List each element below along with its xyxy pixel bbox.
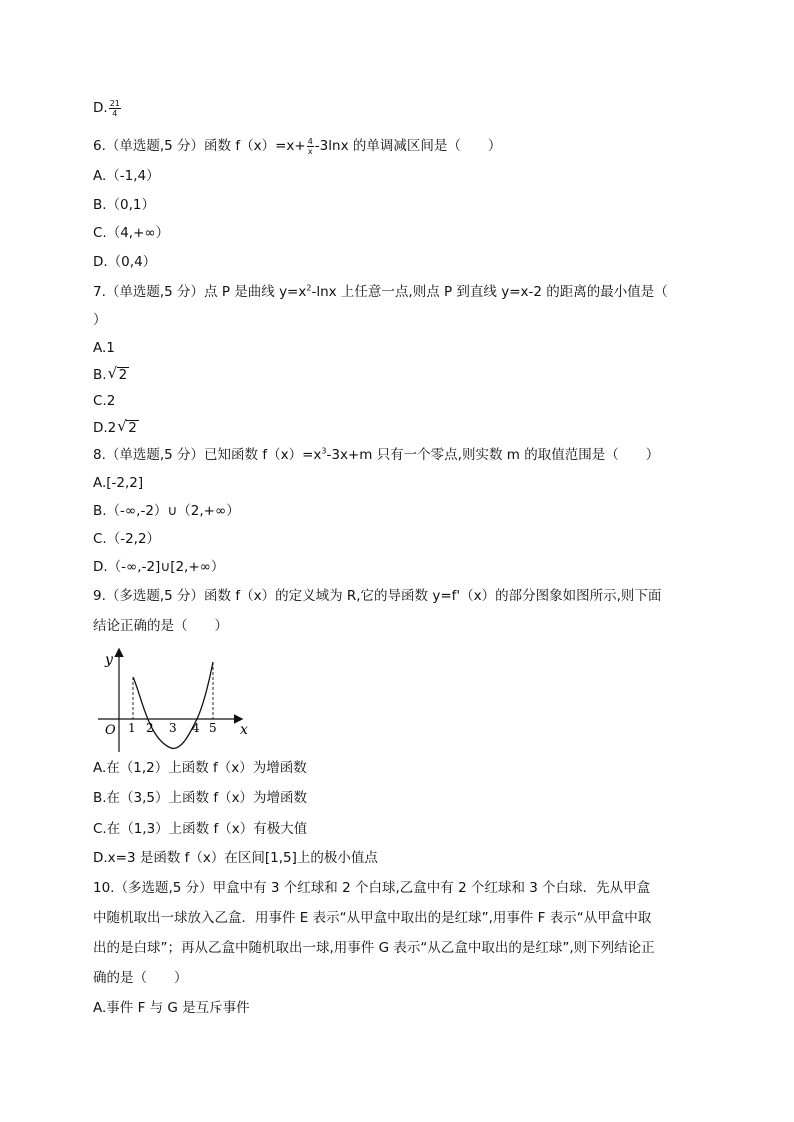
q5-option-d-fraction — [109, 99, 121, 118]
q6-option-c: C.（4,+∞） — [93, 225, 170, 241]
q8-stem — [93, 445, 659, 465]
q8-stem-part-b: -3x+m 只有一个零点,则实数 m 的取值范围是（ ） — [326, 447, 660, 463]
q10-stem-line-2: 中随机取出一球放入乙盒．用事件 E 表示“从甲盒中取出的是红球”,用事件 F 表示“从甲盒中取 — [93, 910, 652, 926]
radical-sign: √ — [117, 417, 127, 435]
q7-stem — [93, 282, 668, 302]
q9-option-b: B.在（3,5）上函数 f（x）为增函数 — [93, 790, 308, 806]
tick-label-4: 4 — [192, 721, 200, 735]
q7-option-a: A.1 — [93, 340, 115, 356]
origin-label: O — [105, 723, 116, 738]
q6-option-b: B.（0,1） — [93, 197, 156, 213]
tick-label-2: 2 — [146, 721, 154, 735]
q7-stem-close: ） — [93, 312, 107, 328]
q6-fraction — [307, 137, 314, 156]
q7-option-d — [93, 418, 139, 438]
q9-stem-line-1: 9.（多选题,5 分）函数 f（x）的定义域为 R,它的导函数 y=f'（x）的部分图象如图所示,则下面 — [93, 588, 662, 604]
q9-stem-line-2: 结论正确的是（ ） — [93, 618, 228, 634]
sqrt-symbol — [108, 365, 130, 385]
q7-option-c: C.2 — [93, 393, 116, 409]
radicand: 2 — [118, 367, 128, 383]
q7-option-b — [93, 365, 129, 385]
q8-option-a: A.[-2,2] — [93, 475, 144, 491]
q10-option-a: A.事件 F 与 G 是互斥事件 — [93, 1000, 250, 1016]
fraction-denominator: 4 — [112, 108, 118, 118]
q8-stem-part-a: 8.（单选题,5 分）已知函数 f（x）=x — [93, 447, 322, 463]
q7-stem-part-a: 7.（单选题,5 分）点 P 是曲线 y=x — [93, 284, 307, 300]
q7-stem-part-b: -lnx 上任意一点,则点 P 到直线 y=x-2 的距离的最小值是（ — [311, 284, 668, 300]
q5-option-d-label: D. — [93, 100, 108, 116]
q6-option-d: D.（0,4） — [93, 254, 157, 270]
tick-label-5: 5 — [209, 721, 217, 735]
q6-stem — [93, 136, 501, 156]
y-axis-label: y — [105, 652, 113, 668]
q9-option-a: A.在（1,2）上函数 f（x）为增函数 — [93, 760, 307, 776]
q10-stem-line-4: 确的是（ ） — [93, 970, 188, 986]
q10-stem-line-3: 出的是白球”；再从乙盒中随机取出一球,用事件 G 表示“从乙盒中取出的是红球”,则下列结论正 — [93, 940, 655, 956]
q6-option-a: A.（-1,4） — [93, 168, 160, 184]
q8-option-d: D.（-∞,-2]∪[2,+∞） — [93, 559, 225, 575]
fraction-denominator: x — [307, 146, 313, 156]
q9-option-d: D.x=3 是函数 f（x）在区间[1,5]上的极小值点 — [93, 850, 378, 866]
q6-stem-part-a: 6.（单选题,5 分）函数 f（x）=x+ — [93, 138, 306, 154]
sqrt-symbol — [117, 418, 139, 438]
q7-option-d-label: D.2 — [93, 420, 117, 436]
x-axis-label: x — [240, 722, 248, 738]
fraction-numerator: 21 — [109, 98, 120, 108]
q10-stem-line-1: 10.（多选题,5 分）甲盒中有 3 个红球和 2 个白球,乙盒中有 2 个红球和 3 个白球．先从甲盒 — [93, 880, 651, 896]
radical-sign: √ — [107, 364, 118, 382]
q9-option-c: C.在（1,3）上函数 f（x）有极大值 — [93, 821, 308, 837]
q7-exponent: 2 — [306, 283, 312, 293]
q5-option-d — [93, 98, 122, 118]
q8-option-c: C.（-2,2） — [93, 531, 161, 547]
q8-option-b: B.（-∞,-2）∪（2,+∞） — [93, 503, 240, 519]
radicand: 2 — [128, 420, 137, 436]
derivative-curve — [133, 662, 213, 748]
q8-exponent: 3 — [321, 446, 327, 456]
tick-label-3: 3 — [169, 721, 177, 735]
q7-option-b-label: B. — [93, 367, 107, 383]
q9-derivative-graph — [93, 644, 263, 754]
tick-label-1: 1 — [128, 721, 136, 735]
q6-stem-part-b: -3lnx 的单调减区间是（ ） — [314, 138, 502, 154]
fraction-numerator: 4 — [307, 136, 313, 146]
